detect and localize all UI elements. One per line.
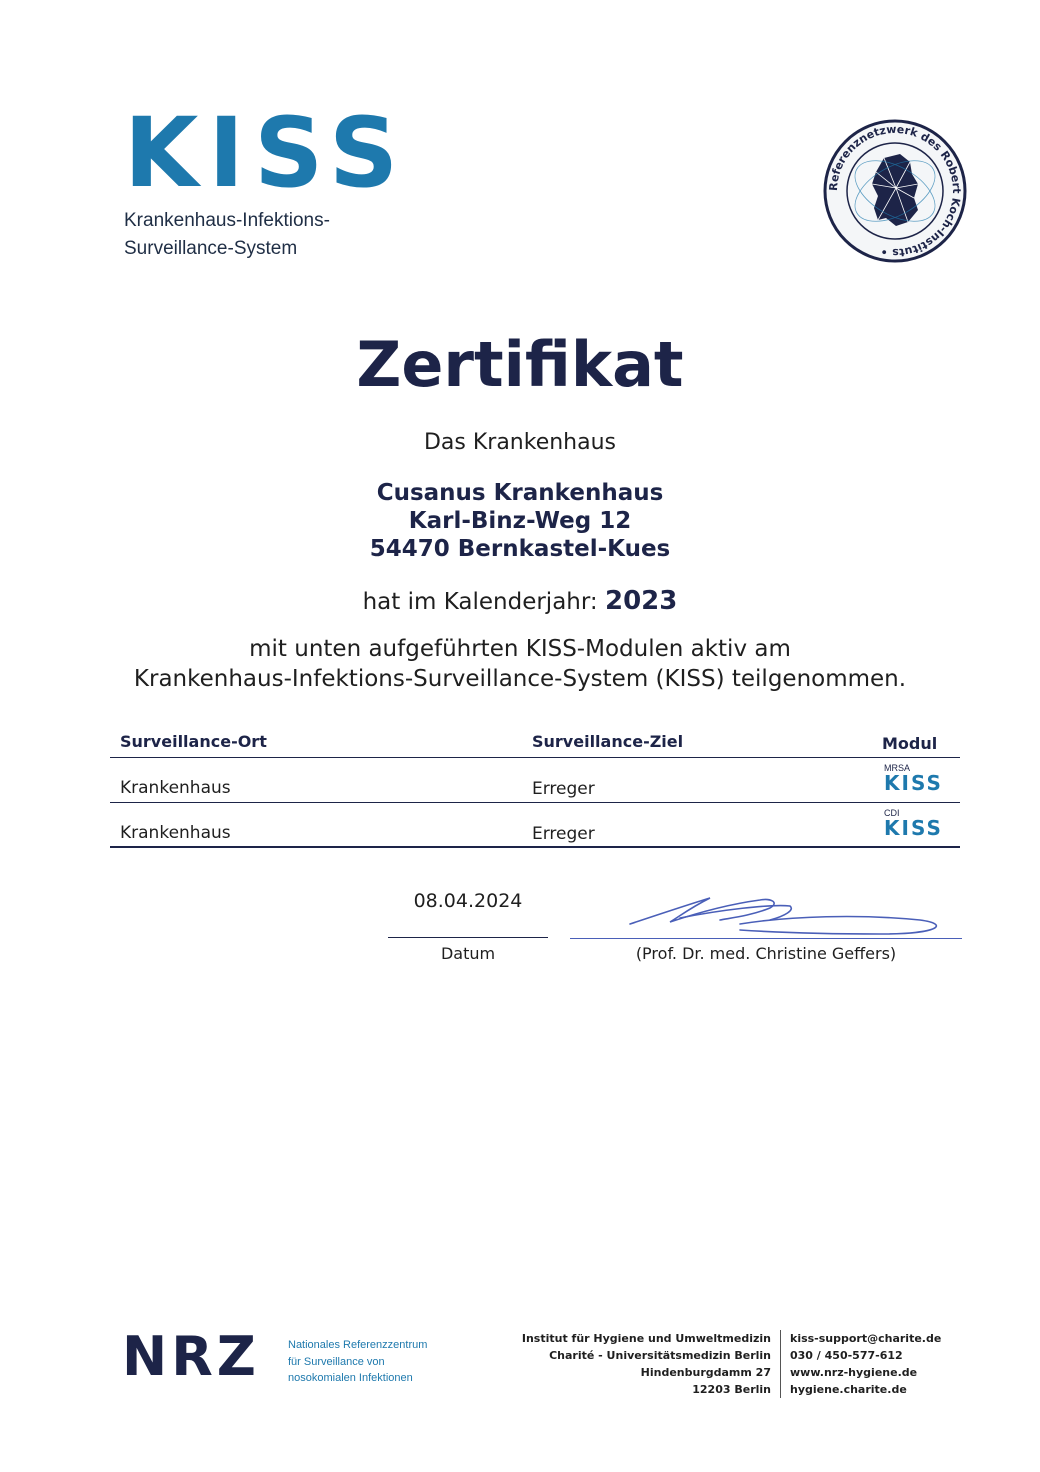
table-row-1-ort: Krankenhaus bbox=[120, 778, 231, 798]
seal-ring-text: Referenznetzwerk des Robert Koch-Instituts • bbox=[826, 122, 964, 260]
inst-line2: Charité - Universitätsmedizin Berlin bbox=[549, 1349, 771, 1363]
hospital-name: Cusanus Krankenhaus bbox=[376, 480, 664, 506]
kiss-subtitle-line1: Krankenhaus-Infektions- bbox=[124, 210, 330, 231]
table-header-modul: Modul bbox=[882, 734, 938, 753]
year-line bbox=[0, 586, 1040, 616]
kiss-subtitle-line2: Surveillance-System bbox=[124, 237, 298, 259]
inst-line3: Hindenburgdamm 27 bbox=[640, 1366, 771, 1380]
date-label: Datum bbox=[440, 944, 496, 963]
table-header-divider bbox=[110, 757, 960, 758]
hospital-street: Karl-Binz-Weg 12 bbox=[408, 508, 632, 534]
year-value: 2023 bbox=[605, 586, 678, 616]
table-row-1-ziel: Erreger bbox=[532, 779, 595, 799]
module-kiss-logo: KISS bbox=[884, 816, 943, 840]
table-row-2-modul-logo bbox=[884, 808, 943, 838]
kiss-logo bbox=[124, 97, 409, 262]
certificate-title: Zertifikat bbox=[356, 328, 684, 401]
inst-line4: 12203 Berlin bbox=[692, 1383, 771, 1397]
table-row-1-modul-logo bbox=[884, 763, 943, 793]
signature-line bbox=[570, 938, 962, 939]
participation-text bbox=[0, 634, 1040, 695]
module-kiss-logo: KISS bbox=[884, 771, 943, 795]
module-caption-mrsa: MRSA bbox=[884, 763, 911, 773]
rki-seal-icon bbox=[822, 118, 968, 264]
table-header-ort: Surveillance-Ort bbox=[120, 732, 267, 751]
date-line bbox=[388, 937, 548, 938]
institute-address bbox=[440, 1330, 771, 1398]
contact-web2[interactable]: hygiene.charite.de bbox=[790, 1383, 907, 1397]
table-header-ziel: Surveillance-Ziel bbox=[532, 732, 684, 751]
contact-email[interactable]: kiss-support@charite.de bbox=[790, 1332, 942, 1345]
table-bottom-rule bbox=[110, 846, 960, 848]
year-label: hat im Kalenderjahr: bbox=[362, 589, 598, 615]
rki-seal bbox=[822, 118, 968, 264]
footer-divider bbox=[780, 1330, 781, 1398]
nrz-line3: nosokomialen Infektionen bbox=[288, 1372, 413, 1384]
kiss-logo-wordmark: KISS bbox=[124, 97, 409, 209]
nrz-line1: Nationales Referenzzentrum bbox=[288, 1339, 428, 1351]
contact-phone: 030 / 450-577-612 bbox=[790, 1349, 903, 1363]
participation-line2: Krankenhaus-Infektions-Surveillance-System (KISS) teilgenommen. bbox=[133, 666, 907, 693]
nrz-line2: für Surveillance von bbox=[288, 1355, 385, 1368]
module-caption-cdi: CDI bbox=[884, 808, 900, 818]
nrz-logo: NRZ bbox=[122, 1325, 260, 1388]
nrz-description bbox=[288, 1337, 427, 1387]
table-row-2-ort: Krankenhaus bbox=[120, 823, 231, 843]
table-row-1-divider bbox=[110, 802, 960, 803]
contact-info bbox=[790, 1330, 941, 1398]
date-value: 08.04.2024 bbox=[413, 890, 523, 912]
signer-name: (Prof. Dr. med. Christine Geffers) bbox=[635, 944, 897, 963]
intro-text: Das Krankenhaus bbox=[423, 430, 617, 455]
participation-line1: mit unten aufgeführten KISS-Modulen aktiv am bbox=[249, 636, 791, 662]
hospital-city: 54470 Bernkastel-Kues bbox=[369, 536, 671, 562]
contact-web1[interactable]: www.nrz-hygiene.de bbox=[790, 1366, 918, 1380]
table-row-2-ziel: Erreger bbox=[532, 824, 595, 844]
kiss-logo-subtitle bbox=[124, 207, 408, 262]
handwritten-signature bbox=[620, 890, 960, 940]
inst-line1: Institut für Hygiene und Umweltmedizin bbox=[521, 1332, 771, 1345]
